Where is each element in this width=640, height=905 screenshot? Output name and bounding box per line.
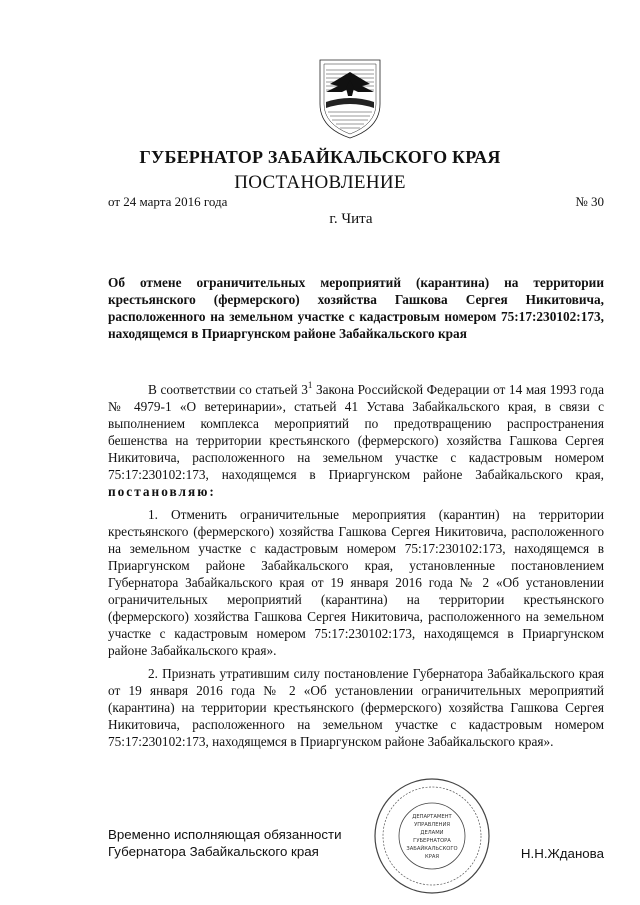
seal-line: ДЕПАРТАМЕНТ <box>412 814 452 820</box>
preamble-paragraph <box>108 381 604 500</box>
clause-2: 2. Признать утратившим силу постановление Губернатора Забайкальского края от 19 января 2016 года № 2 «Об установлении ограничительных мероприятий (карантина) на территории крестьянского (фермерского) хозяйства Гашкова Сергея Никитовича, расположенного на земельном участке с кадастровым номером 75:17:230102:173, находящемся в Приаргунском районе Забайкальского края». <box>108 666 604 749</box>
document-type: ПОСТАНОВЛЕНИЕ <box>234 172 406 193</box>
document-number: № 30 <box>575 194 604 209</box>
signature-title-line-1: Временно исполняющая обязанности <box>108 827 342 842</box>
seal-line: ЗАБАЙКАЛЬСКОГО <box>406 846 458 852</box>
decree-word: постановляю: <box>108 484 216 499</box>
article-superscript: 1 <box>307 380 313 390</box>
issuing-authority: ГУБЕРНАТОР ЗАБАЙКАЛЬСКОГО КРАЯ <box>139 147 501 167</box>
coat-of-arms-emblem <box>316 52 384 140</box>
seal-line: УПРАВЛЕНИЯ <box>414 822 450 828</box>
document-city: г. Чита <box>329 211 373 227</box>
seal-line: ГУБЕРНАТОРА <box>413 838 451 844</box>
seal-line: ДЕЛАМИ <box>420 830 444 836</box>
signatory-name: Н.Н.Жданова <box>520 846 604 861</box>
date-number-line <box>108 194 604 210</box>
document-body <box>108 381 604 750</box>
document-title: Об отмене ограничительных мероприятий (карантина) на территории крестьянского (фермерского) хозяйства Гашкова Сергея Никитовича, расположенного на земельном участке с кадастровым номером 75:17:230102:173, находящемся в Приаргунском районе Забайкальского края <box>108 275 604 341</box>
clause-1: 1. Отменить ограничительные мероприятия (карантин) на территории крестьянского (фермерского) хозяйства Гашкова Сергея Никитовича, расположенного на земельном участке с кадастровым номером 75:17:230102:173, находящемся в Приаргунском районе Забайкальского края, установленные постановлением Губернатора Забайкальского края от 19 января 2016 года № 2 «Об установлении ограничительных мероприятий (карантина) на территории крестьянского (фермерского) хозяйства Гашкова Сергея Никитовича, расположенного на земельном участке с кадастровым номером 75:17:230102:173, находящемся в Приаргунском районе Забайкальского края». <box>108 507 604 658</box>
seal-line: КРАЯ <box>425 854 439 860</box>
signature-title-line-2: Губернатора Забайкальского края <box>108 844 319 859</box>
preamble-text-start: В соответствии со статьей 3 <box>148 382 308 397</box>
document-date: от 24 марта 2016 года <box>108 194 228 209</box>
preamble-text: Закона Российской Федерации от 14 мая 1993 года № 4979-1 «О ветеринарии», статьей 41 Устава Забайкальского края, в связи с выполнением комплекса мероприятий по предотвращению распространения бешенства на территории крестьянского (фермерского) хозяйства Гашкова Сергея Никитовича, расположенного на земельном участке с кадастровым номером 75:17:230102:173, находящемся в Приаргунском районе Забайкальского края, <box>108 382 604 482</box>
official-seal-stamp <box>372 776 492 896</box>
